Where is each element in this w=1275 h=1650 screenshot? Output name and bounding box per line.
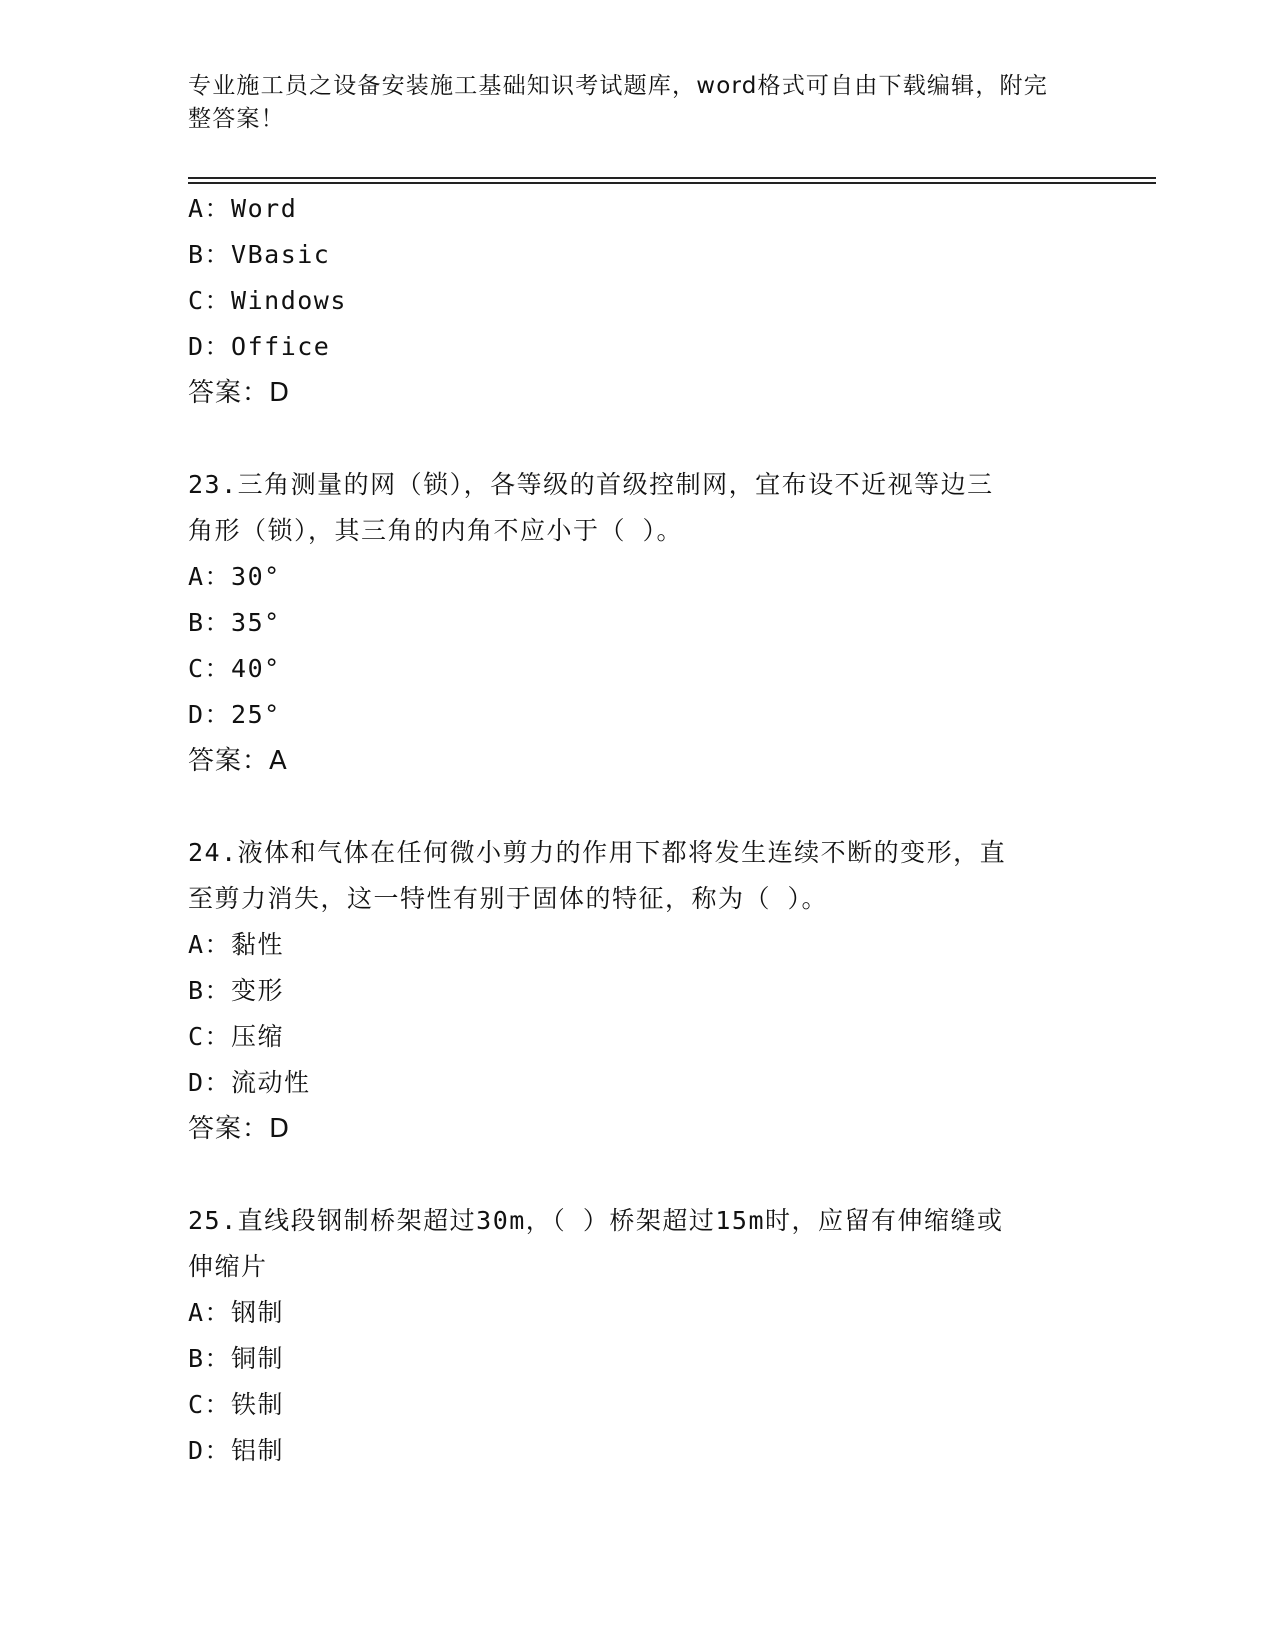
option-b: B：铜制 xyxy=(188,1344,285,1373)
option-a: A：钢制 xyxy=(188,1298,285,1327)
question-22-continuation xyxy=(188,186,1088,416)
option-d: D：流动性 xyxy=(188,1068,311,1097)
question-text-line-1: 23.三角测量的网（锁），各等级的首级控制网，宜布设不近视等边三 xyxy=(188,470,994,499)
document-header xyxy=(188,70,1088,136)
header-divider-bottom xyxy=(188,182,1156,184)
header-divider-top xyxy=(188,177,1156,179)
question-text-line-2: 至剪力消失，这一特性有别于固体的特征，称为（ ）。 xyxy=(188,884,829,913)
header-line-1: 专业施工员之设备安装施工基础知识考试题库，word格式可自由下载编辑，附完 xyxy=(188,73,1048,99)
spacer xyxy=(188,416,1088,462)
answer: 答案：D xyxy=(188,1114,291,1144)
option-b: B：35° xyxy=(188,608,281,637)
question-24 xyxy=(188,830,1088,1152)
question-25 xyxy=(188,1198,1088,1474)
question-text-line-1: 25.直线段钢制桥架超过30m，（ ）桥架超过15m时，应留有伸缩缝或 xyxy=(188,1206,1004,1235)
option-a: A：30° xyxy=(188,562,281,591)
option-d: D：25° xyxy=(188,700,281,729)
answer: 答案：A xyxy=(188,746,288,776)
spacer xyxy=(188,784,1088,830)
spacer xyxy=(188,1152,1088,1198)
option-c: C：铁制 xyxy=(188,1390,285,1419)
option-c: C：压缩 xyxy=(188,1022,285,1051)
answer: 答案：D xyxy=(188,378,291,408)
option-c: C：Windows xyxy=(188,286,347,315)
option-b: B：变形 xyxy=(188,976,285,1005)
option-d: D：Office xyxy=(188,332,331,361)
option-c: C：40° xyxy=(188,654,281,683)
question-list xyxy=(188,186,1088,1474)
option-b: B：VBasic xyxy=(188,240,331,269)
question-23 xyxy=(188,462,1088,784)
option-a: A：黏性 xyxy=(188,930,285,959)
option-a: A：Word xyxy=(188,194,298,223)
question-text-line-1: 24.液体和气体在任何微小剪力的作用下都将发生连续不断的变形，直 xyxy=(188,838,1007,867)
question-text-line-2: 伸缩片 xyxy=(188,1252,268,1281)
option-d: D：铝制 xyxy=(188,1436,285,1465)
header-line-2: 整答案！ xyxy=(188,106,285,132)
question-text-line-2: 角形（锁），其三角的内角不应小于（ ）。 xyxy=(188,516,684,545)
